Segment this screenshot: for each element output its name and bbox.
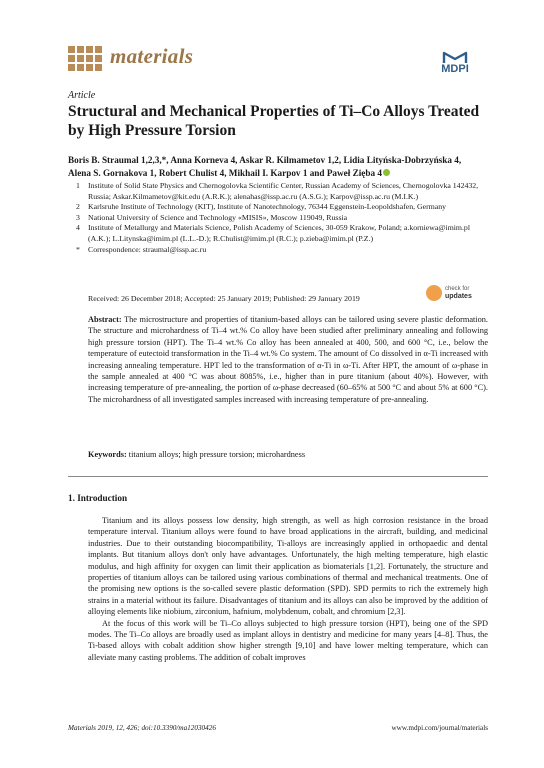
keywords bbox=[88, 450, 488, 459]
updates-icon bbox=[426, 285, 442, 301]
citation-footer: Materials 2019, 12, 426; doi:10.3390/ma12030426 bbox=[68, 724, 216, 732]
paragraph: Titanium and its alloys possess low density, high strength, as well as high corrosion resistance in the broad temperature interval. Titanium alloys were found to have broad applications in the aircraft, building, and medicinal industries. Due to their outstanding biocompatibility, Ti-alloys are increasingly applied in orthopaedic and dental implants. But titanium alloys don't only have advantages. Unfortunately, the high melting temperature, high elastic modulus, and high affinity for oxygen can limit their application as biomaterials [1,2]. Fortunately, the structure and properties of titanium alloys can be tailored using various combinations of thermal and mechanical treatments. One of the promising new options is the so-called severe plastic deformation (SPD). SPD permits to rich the extremely high strains in a material without its failure. Disadvantages of titanium and its alloys can also be improved by the addition of alloying elements like niobium, zirconium, hafnium, molybdenum, cobalt, and chromium [2,3]. bbox=[88, 516, 488, 617]
abstract bbox=[88, 314, 488, 405]
check-for-updates-badge[interactable] bbox=[426, 283, 478, 305]
section-divider bbox=[68, 476, 488, 477]
affiliation-number: 3 bbox=[76, 212, 80, 222]
affiliation-text: Institute of Solid State Physics and Chernogolovka Scientific Center, Russian Academy of Sciences, Chernogolovka 142432, Russia; Askar.Kilmametov@kit.edu (A.R.K.); alenahas@issp.ac.ru (A.S.G.); Karpov@issp.ac.ru (M.I.K.) bbox=[88, 181, 479, 201]
abstract-label: Abstract: bbox=[88, 315, 122, 324]
affiliation-text: Karlsruhe Institute of Technology (KIT), Institute of Nanotechnology, 76344 Eggenstein-Leopoldshafen, Germany bbox=[88, 202, 447, 212]
updates-label-1: check for bbox=[445, 286, 470, 292]
affiliation-item bbox=[68, 181, 488, 202]
orcid-icon[interactable] bbox=[383, 169, 390, 176]
author-line-2-text: Alena S. Gornakova 1, Robert Chulist 4, Mikhail I. Karpov 1 and Paweł Zięba 4 bbox=[68, 168, 382, 178]
affiliation-text: Institute of Metallurgy and Materials Science, Polish Academy of Sciences, 30-059 Krakow, Poland; a.korniewa@imim.pl (A.K.); L.Litynska@imim.pl (L.L.-D.); R.Chulist@imim.pl (R.C.); p.zieba@imim.pl (P.Z.) bbox=[88, 223, 470, 243]
affiliation-number: 4 bbox=[76, 223, 80, 233]
affiliation-item bbox=[68, 202, 488, 213]
publisher-name: MDPI bbox=[441, 63, 469, 75]
introduction-body bbox=[88, 515, 488, 663]
publication-dates: Received: 26 December 2018; Accepted: 25 January 2019; Published: 29 January 2019 bbox=[88, 294, 360, 303]
mdpi-logo-icon bbox=[442, 50, 468, 64]
affiliation-text: National University of Science and Technology «MISIS», Moscow 119049, Russia bbox=[88, 212, 348, 222]
journal-url[interactable]: www.mdpi.com/journal/materials bbox=[391, 724, 488, 732]
author-list bbox=[68, 154, 488, 180]
keywords-label: Keywords: bbox=[88, 450, 127, 459]
updates-label-2: updates bbox=[445, 293, 472, 300]
keywords-text: titanium alloys; high pressure torsion; microhardness bbox=[128, 450, 306, 459]
abstract-text: The microstructure and properties of titanium-based alloys can be tailored using severe plastic deformation. The structure and microhardness of Ti–4 wt.% Co alloy have been studied after preliminary annealing and following high pressure torsion (HPT). The Ti–4 wt.% Co alloy has been annealed at 400, 500, and 600 °C, i.e., below the temperature of eutectoid transformation in the Ti–4 wt.% Co system. The amount of Co dissolved in α-Ti increased with increasing annealing temperature. HPT led to the transformation of α-Ti in ω-Ti. After HPT, the amount of ω-phase in the sample annealed at 400 °C was about 8085%, i.e., higher than in pure titanium (about 40%). However, with increasing temperature of pre-annealing, the portion of ω-phase decreased (60–65% at 500 °C and about 5% at 600 °C). The microhardness of all investigated samples increased with increasing temperature of pre-annealing. bbox=[88, 315, 488, 404]
journal-logo-icon bbox=[68, 46, 104, 76]
affiliation-number: 2 bbox=[76, 202, 80, 212]
author-line-1: Boris B. Straumal 1,2,3,*, Anna Korneva 4, Askar R. Kilmametov 1,2, Lidia Lityńska-Dobrzyńska 4, bbox=[68, 155, 462, 165]
affiliations bbox=[68, 181, 488, 255]
affiliation-item bbox=[68, 223, 488, 244]
publisher-logo bbox=[426, 50, 484, 76]
correspondence bbox=[68, 245, 488, 256]
section-heading: 1. Introduction bbox=[68, 493, 128, 503]
correspondence-text: Correspondence: straumal@issp.ac.ru bbox=[88, 244, 207, 254]
paragraph: At the focus of this work will be Ti–Co alloys subjected to high pressure torsion (HPT), being one of the SPD modes. The Ti–Co alloys are broadly used as implant alloys in dentistry and medicine for many years [4–8]. Thus, the Ti-based alloys with cobalt addition show higher strength [9,10] and have lower melting temperature, which can alleviate many casting problems. The addition of cobalt improves bbox=[88, 618, 488, 662]
journal-name: materials bbox=[110, 44, 194, 68]
affiliation-item bbox=[68, 213, 488, 224]
article-title: Structural and Mechanical Properties of Ti–Co Alloys Treated by High Pressure Torsion bbox=[68, 103, 480, 139]
article-type: Article bbox=[68, 90, 96, 101]
affiliation-number: 1 bbox=[76, 181, 80, 190]
author-line-2 bbox=[68, 167, 488, 180]
correspondence-marker: * bbox=[76, 244, 80, 254]
